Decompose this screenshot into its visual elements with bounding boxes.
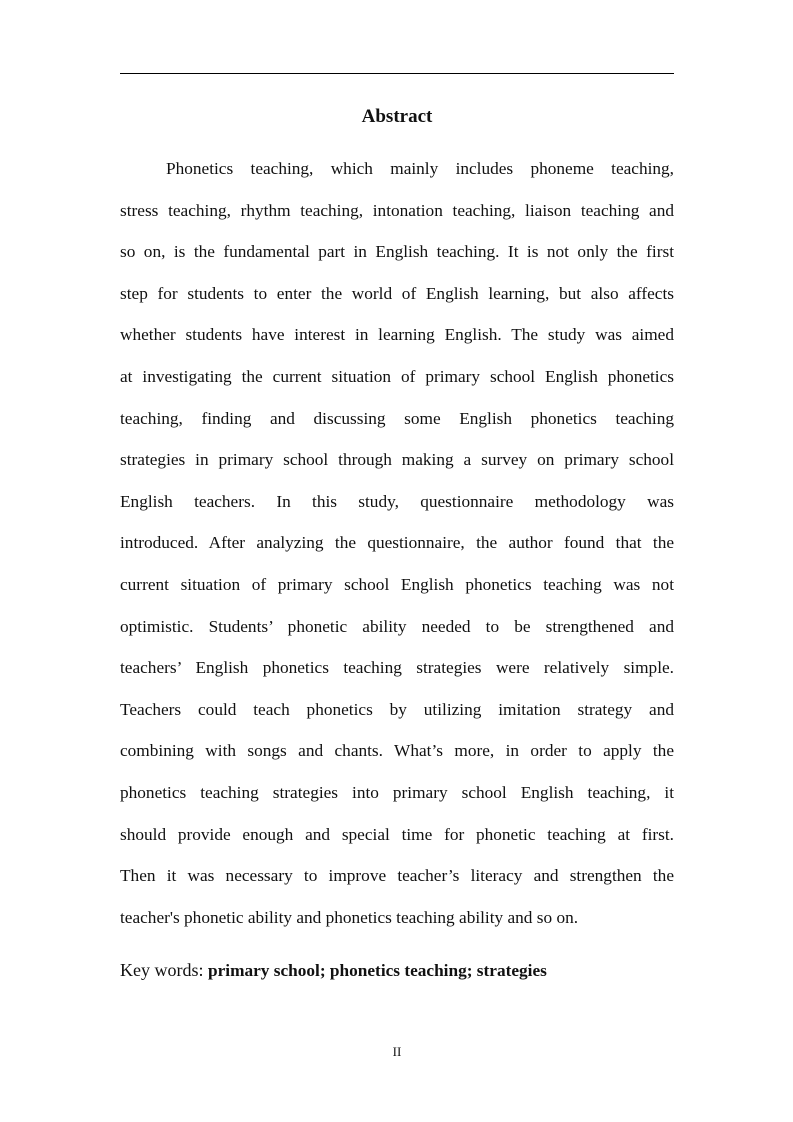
- abstract-line: stress teaching, rhythm teaching, intonation teaching, liaison teaching and: [120, 200, 674, 220]
- abstract-line: phonetics teaching strategies into primary school English teaching, it: [120, 782, 674, 802]
- abstract-line: teacher's phonetic ability and phonetics teaching ability and so on.: [120, 907, 579, 927]
- abstract-line: Then it was necessary to improve teacher’s literacy and strengthen the: [120, 866, 674, 886]
- abstract-line: English teachers. In this study, questionnaire methodology was: [120, 491, 674, 511]
- abstract-line: should provide enough and special time for phonetic teaching at first.: [120, 824, 674, 844]
- abstract-body: [120, 148, 674, 938]
- abstract-line: current situation of primary school English phonetics teaching was not: [120, 574, 674, 594]
- abstract-line: combining with songs and chants. What’s more, in order to apply the: [120, 741, 674, 761]
- abstract-line: Teachers could teach phonetics by utilizing imitation strategy and: [120, 699, 674, 719]
- abstract-line: teachers’ English phonetics teaching strategies were relatively simple.: [120, 658, 674, 678]
- abstract-title: Abstract: [361, 106, 433, 127]
- page-number: II: [392, 1044, 402, 1059]
- keywords-values: primary school; phonetics teaching; strategies: [208, 961, 547, 980]
- abstract-line: at investigating the current situation of primary school English phonetics: [120, 366, 674, 386]
- abstract-line: step for students to enter the world of English learning, but also affects: [120, 283, 674, 303]
- keywords: [120, 957, 674, 984]
- abstract-line: optimistic. Students’ phonetic ability needed to be strengthened and: [120, 616, 674, 636]
- abstract-line: strategies in primary school through making a survey on primary school: [120, 450, 674, 470]
- abstract-line: so on, is the fundamental part in English teaching. It is not only the first: [120, 242, 674, 262]
- abstract-line: teaching, finding and discussing some English phonetics teaching: [120, 408, 674, 428]
- keywords-label: Key words:: [120, 960, 208, 980]
- abstract-line: whether students have interest in learning English. The study was aimed: [120, 325, 674, 345]
- header-rule: [120, 73, 674, 74]
- abstract-line: introduced. After analyzing the questionnaire, the author found that the: [120, 533, 674, 553]
- abstract-line: Phonetics teaching, which mainly includes phoneme teaching,: [166, 159, 674, 178]
